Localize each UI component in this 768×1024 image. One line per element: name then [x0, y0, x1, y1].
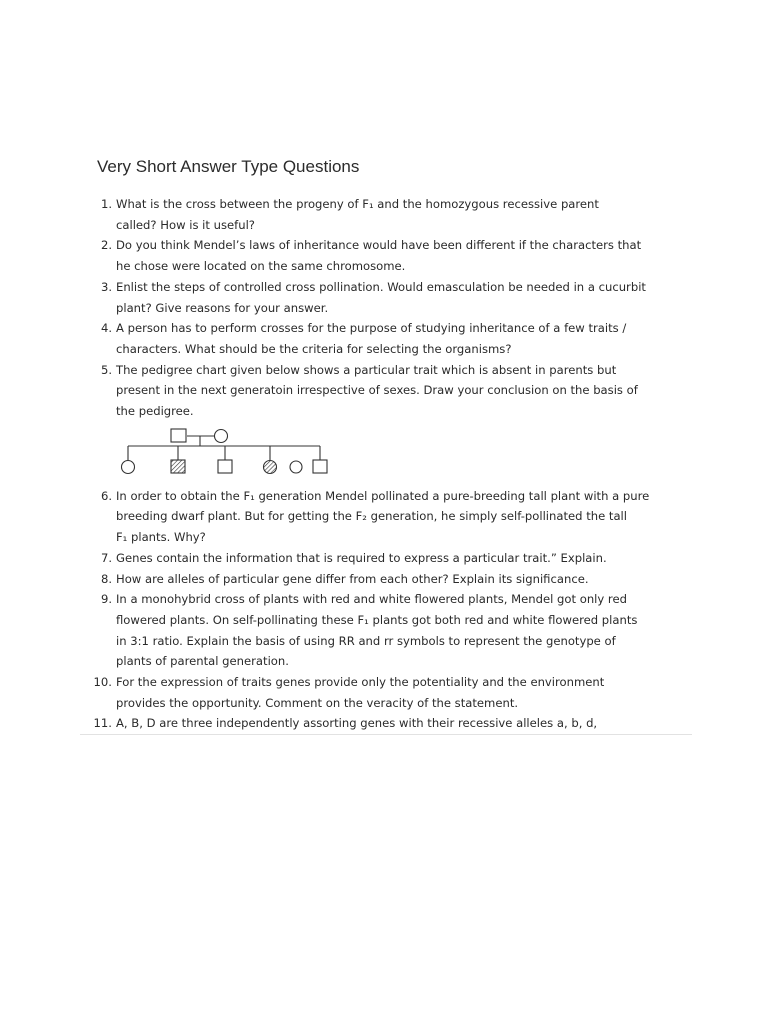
question-line: provides the opportunity. Comment on the veracity of the statement.: [116, 695, 519, 710]
question-text: [116, 194, 692, 235]
question-8: [80, 569, 692, 590]
question-line: What is the cross between the progeny of F₁ and the homozygous recessive parent: [116, 197, 599, 211]
question-number: 9.: [100, 592, 112, 607]
question-number: 5.: [100, 362, 112, 377]
question-text: [116, 569, 692, 590]
question-line: in 3:1 ratio. Explain the basis of using RR and rr symbols to represent the genotype of: [116, 633, 616, 648]
question-number: 11.: [93, 716, 112, 731]
question-6: [80, 486, 692, 548]
page-title: Very Short Answer Type Questions: [97, 157, 360, 176]
question-line: plant? Give reasons for your answer.: [116, 300, 329, 315]
pedigree-svg: [118, 426, 348, 478]
question-line: called? How is it useful?: [116, 217, 255, 232]
question-line: flowered plants. On self-pollinating these F₁ plants got both red and white flowered plants: [116, 612, 638, 627]
question-text: [116, 235, 692, 276]
question-text: [116, 589, 692, 672]
question-line: present in the next generatoin irrespective of sexes. Draw your conclusion on the basis of: [116, 383, 638, 398]
question-number: 1.: [100, 197, 112, 211]
question-text: [116, 318, 692, 359]
parent-female-unaffected: [215, 429, 228, 442]
question-line: Do you think Mendel’s laws of inheritance would have been different if the characters that: [116, 238, 642, 253]
question-line: Enlist the steps of controlled cross pollination. Would emasculation be needed in a cucurbit: [116, 279, 646, 294]
question-line: In a monohybrid cross of plants with red and white flowered plants, Mendel got only red: [116, 592, 627, 607]
child-female-affected: [264, 460, 277, 473]
child-male-unaffected: [313, 460, 327, 473]
parent-male-unaffected: [171, 429, 186, 442]
question-2: [80, 235, 692, 276]
question-5: [80, 360, 692, 422]
question-9: [80, 589, 692, 672]
question-3: [80, 277, 692, 318]
question-line: Genes contain the information that is required to express a particular trait.” Explain.: [116, 550, 607, 565]
question-line: plants of parental generation.: [116, 654, 289, 669]
question-10: [80, 672, 692, 713]
question-11: [80, 713, 692, 735]
question-line: breeding dwarf plant. But for getting the F₂ generation, he simply self-pollinated the tall: [116, 509, 628, 524]
question-line: How are alleles of particular gene differ from each other? Explain its significance.: [116, 571, 589, 586]
question-number: 6.: [100, 488, 112, 503]
question-line: The pedigree chart given below shows a particular trait which is absent in parents but: [116, 362, 617, 377]
question-line: A person has to perform crosses for the purpose of studying inheritance of a few traits /: [116, 321, 627, 336]
question-line: For the expression of traits genes provide only the potentiality and the environment: [116, 675, 605, 690]
question-line: In order to obtain the F₁ generation Mendel pollinated a pure-breeding tall plant with a pure: [116, 488, 650, 503]
question-line: F₁ plants. Why?: [116, 530, 206, 545]
question-text: [116, 486, 692, 548]
child-male-unaffected: [218, 460, 232, 473]
question-1: [80, 194, 692, 235]
question-list: [80, 194, 692, 735]
question-text: [116, 360, 692, 422]
child-female-unaffected: [122, 460, 135, 473]
question-line: A, B, D are three independently assorting genes with their recessive alleles a, b, d,: [116, 716, 598, 731]
question-number: 3.: [100, 279, 112, 294]
question-number: 2.: [100, 238, 112, 253]
question-line: the pedigree.: [116, 404, 194, 419]
question-line: he chose were located on the same chromosome.: [116, 259, 406, 274]
question-text: [116, 277, 692, 318]
child-male-affected: [171, 460, 185, 473]
question-text: [116, 713, 692, 734]
question-number: 7.: [100, 550, 112, 565]
question-line: characters. What should be the criteria for selecting the organisms?: [116, 341, 512, 356]
question-number: 10.: [93, 675, 112, 690]
question-4: [80, 318, 692, 359]
pedigree-chart: [80, 422, 692, 486]
question-number: 4.: [100, 321, 112, 336]
question-text: [116, 548, 692, 569]
child-female-unaffected: [290, 461, 302, 473]
question-7: [80, 548, 692, 569]
question-number: 8.: [100, 571, 112, 586]
question-text: [116, 672, 692, 713]
